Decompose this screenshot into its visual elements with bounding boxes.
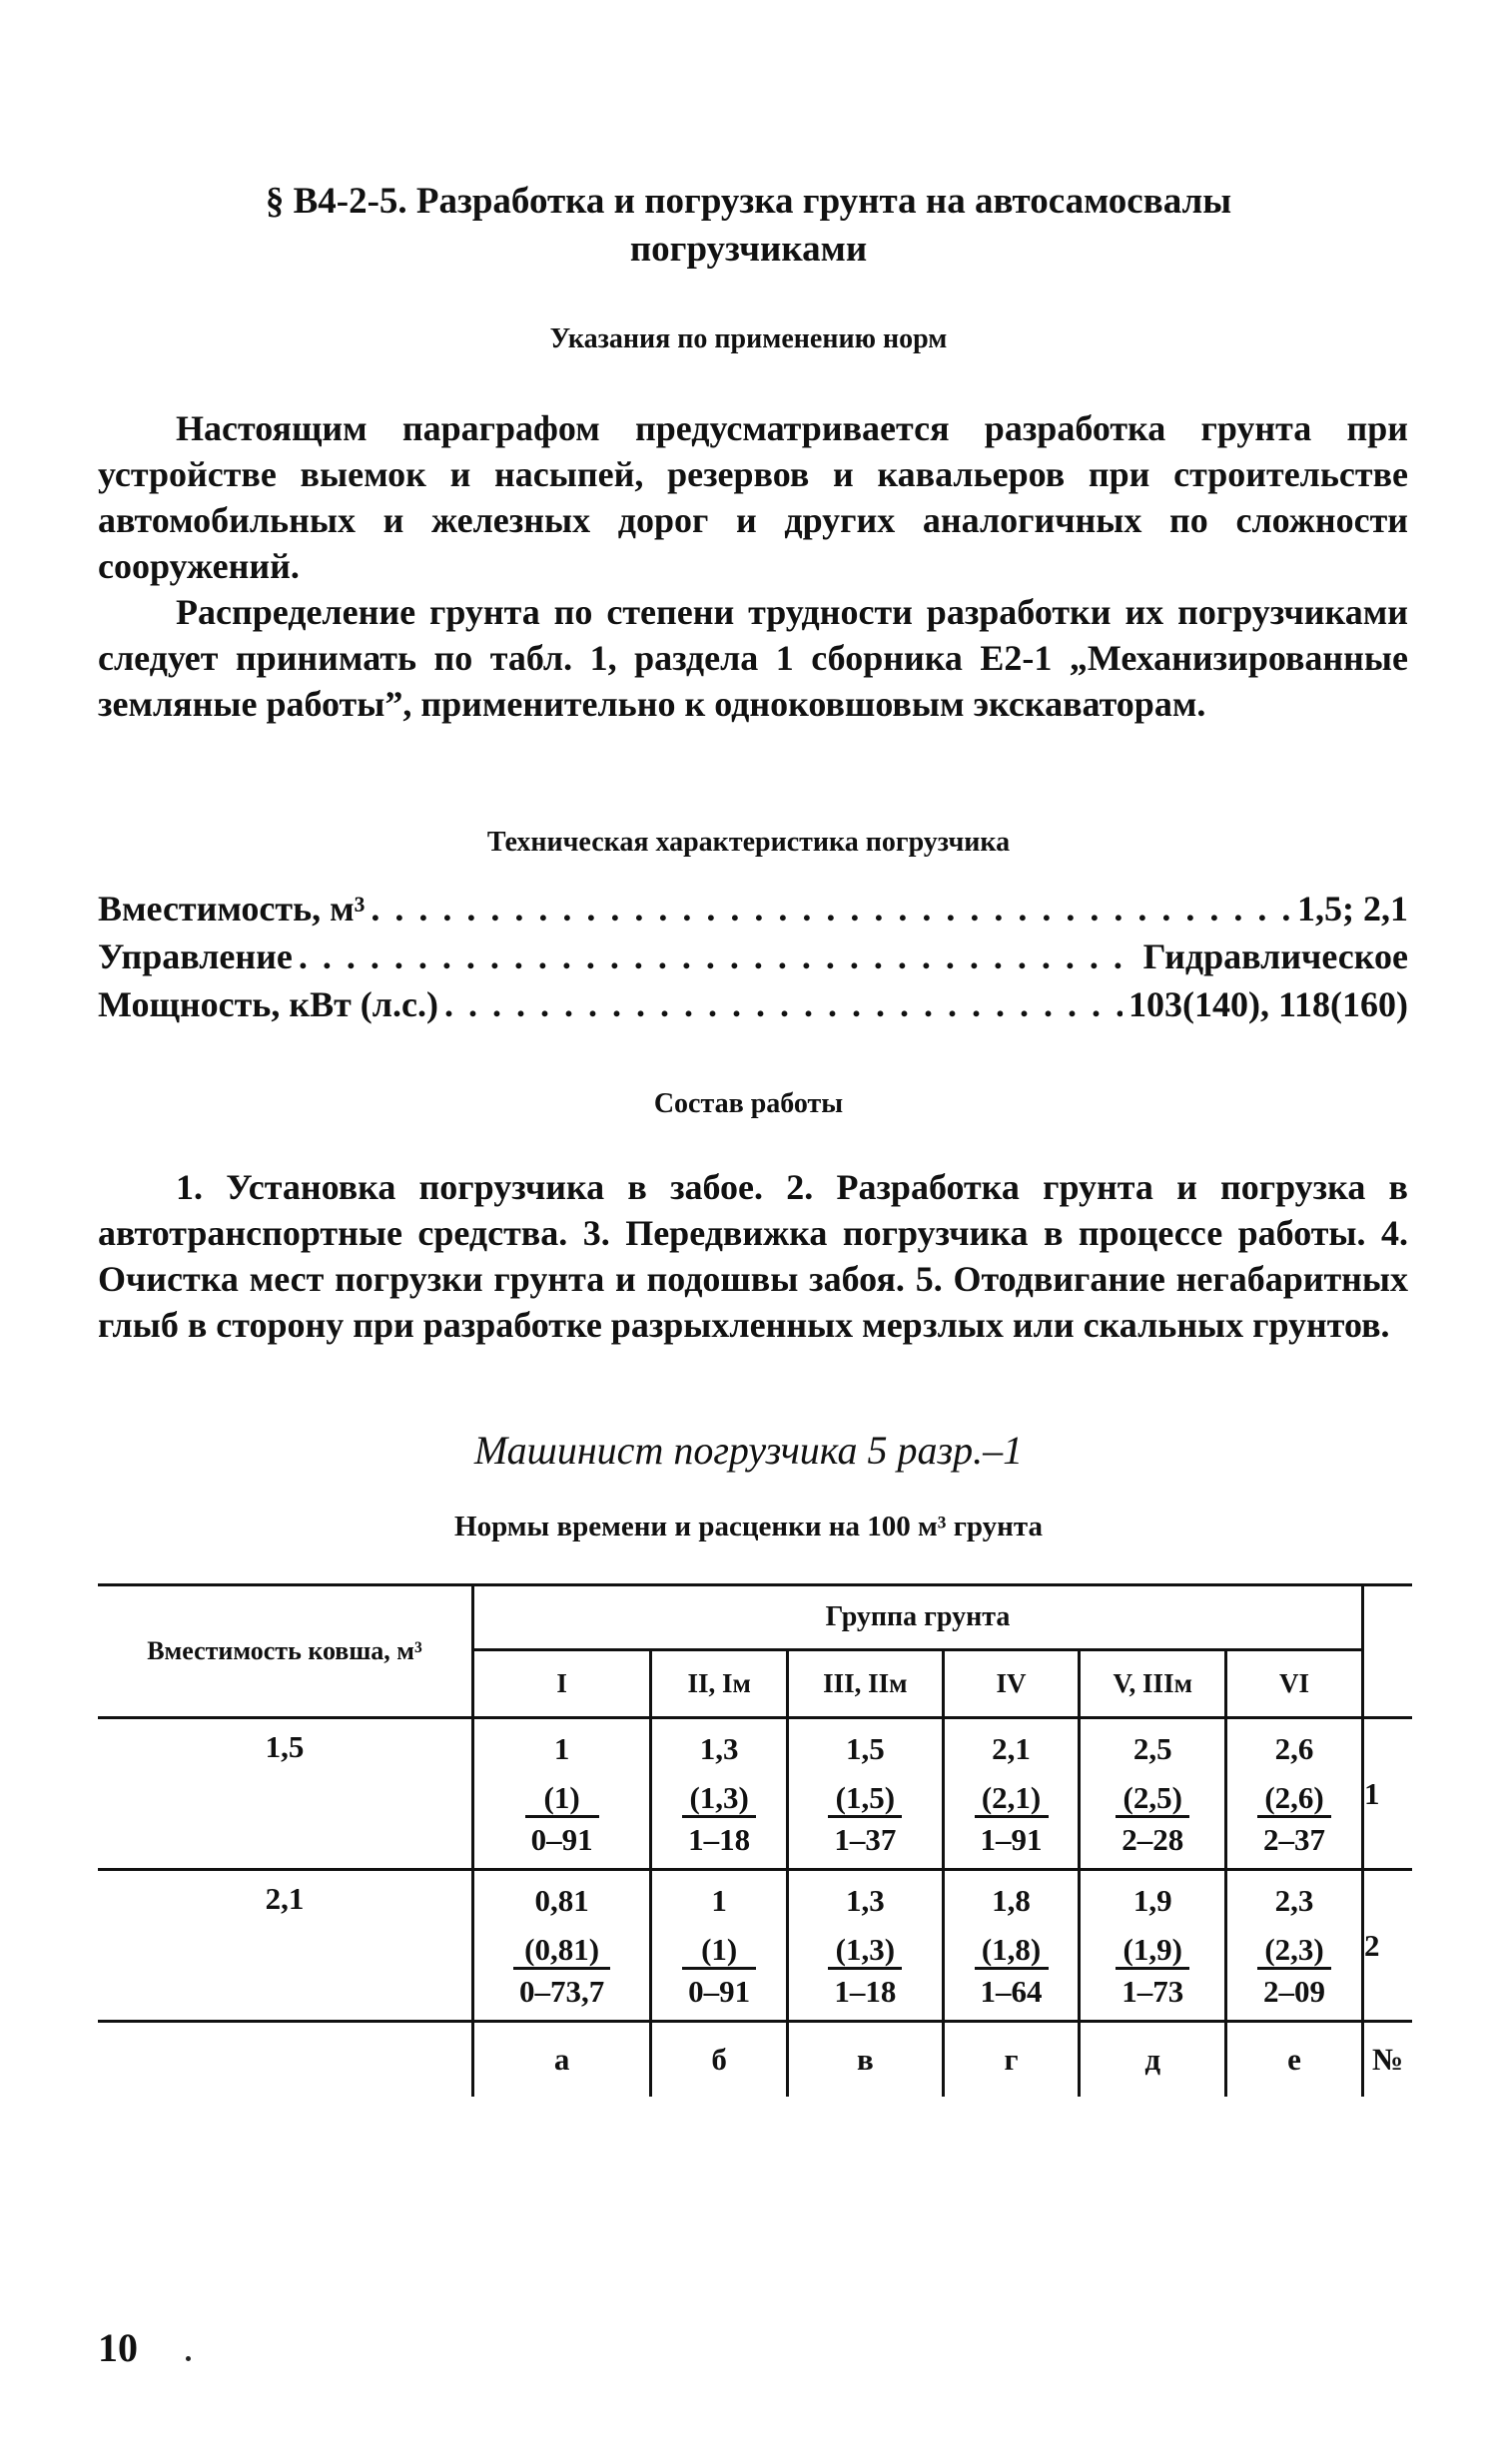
spec-label: Управление xyxy=(98,936,293,976)
letters-blank-cell xyxy=(98,2022,473,2098)
column-letter: г xyxy=(943,2022,1080,2098)
norm-paren-value: (1,9) xyxy=(1123,1932,1182,1967)
leader-dots xyxy=(444,980,1123,1028)
norm-paren-value: (2,1) xyxy=(981,1780,1042,1815)
norm-cell xyxy=(473,1870,651,2022)
norm-value: 1 xyxy=(553,1731,570,1766)
section-title: § В4-2-5. Разработка и погрузка грунта на автосамосвалы погрузчиками xyxy=(265,181,1232,270)
norm-value: 1,9 xyxy=(1132,1883,1172,1918)
spec-row-capacity xyxy=(98,885,1408,932)
row-number-header-blank xyxy=(1363,1585,1413,1718)
leader-dots xyxy=(299,932,1137,980)
column-letter: б xyxy=(651,2022,788,2098)
row-number: 2 xyxy=(1363,1870,1413,2022)
table-caption: Нормы времени и расценки на 100 м³ грунта xyxy=(454,1511,1043,1542)
norm-value: 0,81 xyxy=(534,1883,589,1918)
work-composition: 1. Установка погрузчика в забое. 2. Разработка грунта и погрузка в автотранспортные средства. 3. Передвижка погрузчика в процессе работы. 4. Очистка мест погрузки грунта и подошвы забоя. 5. Отодвигание негабаритных глыб в сторону при разработке разрыхленных мерзлых или скальных грунтов. xyxy=(98,1167,1408,1345)
paragraph-distribution: Распределение грунта по степени трудности разработки их погрузчиками следует принимать по табл. 1, раздела 1 сборника Е2-1 „Механизированные земляные работы”, применительно к одноковшовым экскаваторам. xyxy=(98,592,1408,724)
page-number: 10 xyxy=(98,2325,138,2370)
spec-value: Гидравлическое xyxy=(1142,936,1408,976)
norm-paren-value: (0,81) xyxy=(524,1932,600,1967)
norm-paren-value: (2,3) xyxy=(1264,1932,1324,1967)
group-col-2: II, Iм xyxy=(651,1650,788,1718)
capacity-header: Вместимость ковша, м³ xyxy=(98,1585,473,1718)
capacity-value: 2,1 xyxy=(98,1870,473,2022)
norm-cell xyxy=(788,1870,943,2022)
spec-label: Мощность, кВт (л.с.) xyxy=(98,984,438,1024)
norm-paren-value: (2,5) xyxy=(1123,1780,1182,1815)
paragraph-scope: Настоящим параграфом предусматривается разработка грунта при устройстве выемок и насыпей, резервов и кавальеров при строительстве автомобильных и железных дорог и других аналогичных по сложности сооружений. xyxy=(98,408,1408,586)
print-speck xyxy=(186,2356,191,2361)
price-value: 2–37 xyxy=(1257,1815,1331,1860)
table-row xyxy=(98,1718,1412,1870)
norm-value: 2,1 xyxy=(992,1731,1031,1766)
norm-value: 2,6 xyxy=(1274,1731,1314,1766)
norm-cell xyxy=(1226,1718,1363,1870)
price-value: 0–73,7 xyxy=(513,1967,610,2012)
norms-table xyxy=(98,1583,1412,2097)
group-col-3: III, IIм xyxy=(788,1650,943,1718)
table-row xyxy=(98,1870,1412,2022)
leader-dots xyxy=(371,885,1291,932)
price-value: 1–18 xyxy=(682,1815,756,1860)
norm-value: 1 xyxy=(711,1883,727,1918)
price-value: 2–09 xyxy=(1257,1967,1331,2012)
norm-paren-value: (2,6) xyxy=(1264,1780,1324,1815)
group-col-4: IV xyxy=(943,1650,1080,1718)
norm-cell xyxy=(788,1718,943,1870)
column-letter: д xyxy=(1080,2022,1226,2098)
norm-value: 1,3 xyxy=(699,1731,739,1766)
column-letters-row xyxy=(98,2022,1412,2098)
norm-paren-value: (1,3) xyxy=(689,1780,749,1815)
price-value: 1–73 xyxy=(1116,1967,1189,2012)
norm-paren-value: (1,5) xyxy=(835,1780,896,1815)
group-col-6: VI xyxy=(1226,1650,1363,1718)
spec-list xyxy=(98,885,1408,1028)
norm-paren-value: (1) xyxy=(543,1780,580,1815)
column-letter: в xyxy=(788,2022,943,2098)
crew-line: Машинист погрузчика 5 разр.–1 xyxy=(473,1428,1024,1473)
price-value: 1–91 xyxy=(975,1815,1049,1860)
price-value: 0–91 xyxy=(682,1967,756,2012)
group-col-1: I xyxy=(473,1650,651,1718)
price-value: 0–91 xyxy=(525,1815,599,1860)
norm-cell xyxy=(1226,1870,1363,2022)
price-value: 1–37 xyxy=(828,1815,902,1860)
spec-row-power xyxy=(98,980,1408,1028)
norm-paren-value: (1,3) xyxy=(835,1932,896,1967)
norm-value: 1,3 xyxy=(845,1883,885,1918)
work-heading: Состав работы xyxy=(653,1088,844,1119)
norm-value: 1,5 xyxy=(845,1731,885,1766)
norm-cell xyxy=(943,1718,1080,1870)
column-letter: е xyxy=(1226,2022,1363,2098)
number-sign: № xyxy=(1363,2022,1413,2098)
spec-value: 103(140), 118(160) xyxy=(1128,984,1408,1024)
price-value: 1–64 xyxy=(975,1967,1049,2012)
norm-cell xyxy=(1080,1870,1226,2022)
group-col-5: V, IIIм xyxy=(1080,1650,1226,1718)
instructions-heading: Указания по применению норм xyxy=(549,323,948,354)
norm-paren-value: (1) xyxy=(701,1932,738,1967)
price-value: 1–18 xyxy=(828,1967,902,2012)
soil-group-header: Группа грунта xyxy=(473,1585,1363,1650)
spec-value: 1,5; 2,1 xyxy=(1297,889,1408,928)
price-value: 2–28 xyxy=(1116,1815,1189,1860)
tech-heading: Техническая характеристика погрузчика xyxy=(486,827,1011,858)
norm-value: 1,8 xyxy=(992,1883,1031,1918)
spec-label: Вместимость, м³ xyxy=(98,889,366,928)
norm-cell xyxy=(1080,1718,1226,1870)
norm-value: 2,5 xyxy=(1132,1731,1172,1766)
norm-cell xyxy=(651,1718,788,1870)
table-header-row xyxy=(98,1585,1412,1650)
norm-cell xyxy=(473,1718,651,1870)
norm-value: 2,3 xyxy=(1274,1883,1314,1918)
norm-cell xyxy=(651,1870,788,2022)
row-number: 1 xyxy=(1363,1718,1413,1870)
norm-paren-value: (1,8) xyxy=(981,1932,1042,1967)
capacity-value: 1,5 xyxy=(98,1718,473,1870)
norm-cell xyxy=(943,1870,1080,2022)
spec-row-control xyxy=(98,932,1408,980)
column-letter: а xyxy=(473,2022,651,2098)
